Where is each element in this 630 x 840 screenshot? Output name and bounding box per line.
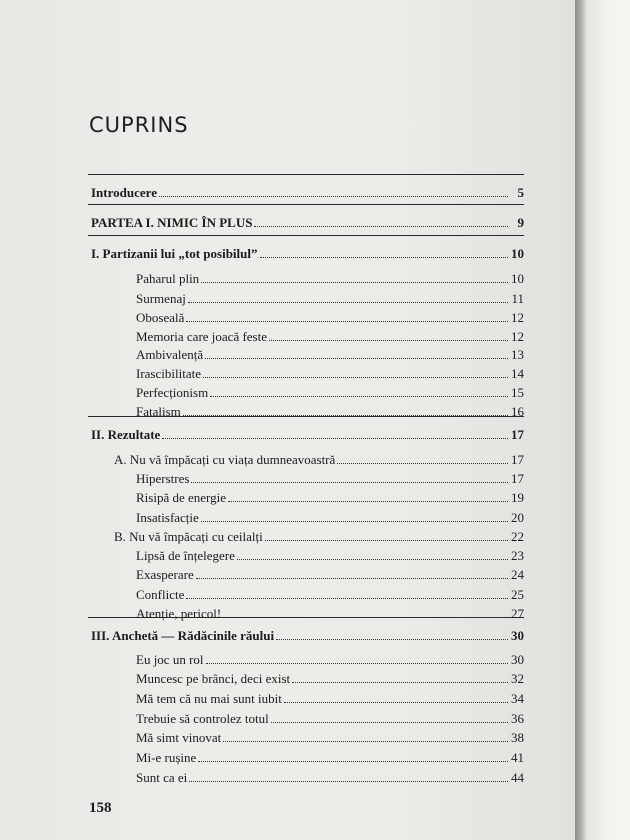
dot-leader: [159, 196, 508, 197]
toc-entry-label: Perfecționism: [136, 385, 209, 400]
toc-entry: [0, 606, 575, 621]
toc-entry: [0, 691, 575, 706]
toc-entry-page: 30: [511, 628, 524, 643]
toc-entry-label: Ambivalență: [136, 347, 204, 362]
toc-entry-page: 12: [511, 329, 524, 344]
toc-entry: [0, 385, 575, 400]
toc-entry-page: 17: [511, 452, 524, 467]
toc-entry-page: 44: [511, 770, 524, 785]
toc-entry-label: Trebuie să controlez totul: [136, 711, 269, 726]
toc-entry-label: Surmenaj: [136, 291, 186, 306]
dot-leader: [210, 396, 508, 397]
toc-entry: [0, 310, 575, 325]
dot-leader: [183, 415, 508, 416]
toc-entry-page: 32: [511, 671, 524, 686]
dot-leader: [191, 482, 508, 483]
toc-entry-page: 25: [511, 587, 524, 602]
toc-entry-page: 14: [511, 366, 524, 381]
toc-entry-page: 22: [511, 529, 524, 544]
toc-entry: [0, 291, 575, 306]
divider: [88, 174, 524, 175]
dot-leader: [162, 438, 508, 439]
toc-entry: [0, 366, 575, 381]
toc-entry-label: Conflicte: [136, 587, 185, 602]
toc-entry-page: 10: [511, 271, 524, 286]
toc-entry-label: Sunt ca ei: [136, 770, 188, 785]
toc-entry-page: 10: [511, 246, 524, 261]
toc-entry-label: Mi-e rușine: [136, 750, 197, 765]
toc-entry: [0, 471, 575, 486]
dot-leader: [188, 302, 508, 303]
dot-leader: [201, 521, 508, 522]
toc-entry-label: Mă tem că nu mai sunt iubit: [136, 691, 282, 706]
toc-entry-label: Lipsă de înțelegere: [136, 548, 235, 563]
page-title: CUPRINS: [89, 113, 189, 137]
toc-entry: [0, 529, 575, 544]
dot-leader: [271, 722, 508, 723]
dot-leader: [265, 540, 508, 541]
toc-entry: [0, 587, 575, 602]
toc-entry: [0, 404, 575, 419]
toc-entry-page: 17: [511, 471, 524, 486]
dot-leader: [254, 226, 508, 227]
dot-leader: [186, 598, 508, 599]
toc-entry: [0, 215, 575, 230]
dot-leader: [337, 463, 508, 464]
toc-entry-page: 19: [511, 490, 524, 505]
dot-leader: [205, 358, 508, 359]
dot-leader: [203, 377, 508, 378]
dot-leader: [269, 340, 508, 341]
toc-entry-page: 23: [511, 548, 524, 563]
toc-entry-label: Paharul plin: [136, 271, 200, 286]
dot-leader: [198, 761, 508, 762]
divider: [88, 204, 524, 205]
toc-entry-label: III. Anchetă — Rădăcinile răului: [91, 628, 275, 643]
dot-leader: [201, 282, 508, 283]
toc-entry-label: Eu joc un rol: [136, 652, 204, 667]
toc-entry: [0, 490, 575, 505]
toc-entry: [0, 711, 575, 726]
dot-leader: [260, 257, 509, 258]
toc-entry-label: Mă simt vinovat: [136, 730, 222, 745]
dot-leader: [284, 702, 508, 703]
toc-entry: [0, 246, 575, 261]
toc-entry-label: Hiperstres: [136, 471, 190, 486]
toc-entry-page: 30: [511, 652, 524, 667]
toc-entry: [0, 452, 575, 467]
toc-entry-label: A. Nu vă împăcați cu viața dumneavoastră: [114, 452, 336, 467]
toc-entry: [0, 567, 575, 582]
toc-entry: [0, 427, 575, 442]
dot-leader: [276, 639, 508, 640]
dot-leader: [223, 617, 508, 618]
dot-leader: [186, 321, 508, 322]
dot-leader: [228, 501, 508, 502]
toc-entry-label: B. Nu vă împăcați cu ceilalți: [114, 529, 263, 544]
toc-entry-label: Atenție, pericol!: [136, 606, 222, 621]
toc-entry: [0, 628, 575, 643]
dot-leader: [292, 682, 508, 683]
toc-entry-page: 24: [511, 567, 524, 582]
toc-entry-label: II. Rezultate: [91, 427, 161, 442]
toc-entry-label: Fatalism: [136, 404, 181, 419]
dot-leader: [206, 663, 508, 664]
toc-entry: [0, 671, 575, 686]
toc-entry-page: 41: [511, 750, 524, 765]
toc-entry-label: Exasperare: [136, 567, 194, 582]
toc-entry-page: 34: [511, 691, 524, 706]
toc-entry: [0, 347, 575, 362]
toc-entry: [0, 652, 575, 667]
toc-entry: [0, 185, 575, 200]
toc-entry-label: PARTEA I. NIMIC ÎN PLUS: [91, 215, 253, 230]
toc-entry: [0, 750, 575, 765]
toc-entry-page: 13: [511, 347, 524, 362]
toc-entry-page: 36: [511, 711, 524, 726]
toc-entry: [0, 271, 575, 286]
toc-entry-page: 17: [511, 427, 524, 442]
toc-entry-page: 20: [511, 510, 524, 525]
dot-leader: [189, 781, 508, 782]
divider: [88, 235, 524, 236]
toc-entry-page: 16: [511, 404, 524, 419]
toc-entry: [0, 329, 575, 344]
toc-entry: [0, 548, 575, 563]
toc-entry-label: Insatisfacție: [136, 510, 199, 525]
toc-entry-page: 11: [511, 291, 524, 306]
dot-leader: [237, 559, 508, 560]
page-edge: [575, 0, 630, 840]
toc-entry-page: 5: [517, 185, 524, 200]
toc-entry-page: 12: [511, 310, 524, 325]
toc-entry-label: Oboseală: [136, 310, 185, 325]
toc-entry-page: 9: [517, 215, 524, 230]
toc-entry-label: Risipă de energie: [136, 490, 227, 505]
toc-entry: [0, 510, 575, 525]
toc-entry-page: 15: [511, 385, 524, 400]
toc-entry-label: Introducere: [91, 185, 157, 200]
toc-entry-label: Memoria care joacă feste: [136, 329, 268, 344]
toc-entry-page: 27: [511, 606, 524, 621]
toc-entry-label: Irascibilitate: [136, 366, 201, 381]
toc-entry-page: 38: [511, 730, 524, 745]
dot-leader: [196, 578, 508, 579]
dot-leader: [223, 741, 508, 742]
toc-entry-label: Muncesc pe brânci, deci exist: [136, 671, 291, 686]
toc-entry: [0, 730, 575, 745]
toc-entry-label: I. Partizanii lui „tot posibilul”: [91, 246, 258, 261]
toc-entry: [0, 770, 575, 785]
page-number: 158: [89, 800, 112, 816]
